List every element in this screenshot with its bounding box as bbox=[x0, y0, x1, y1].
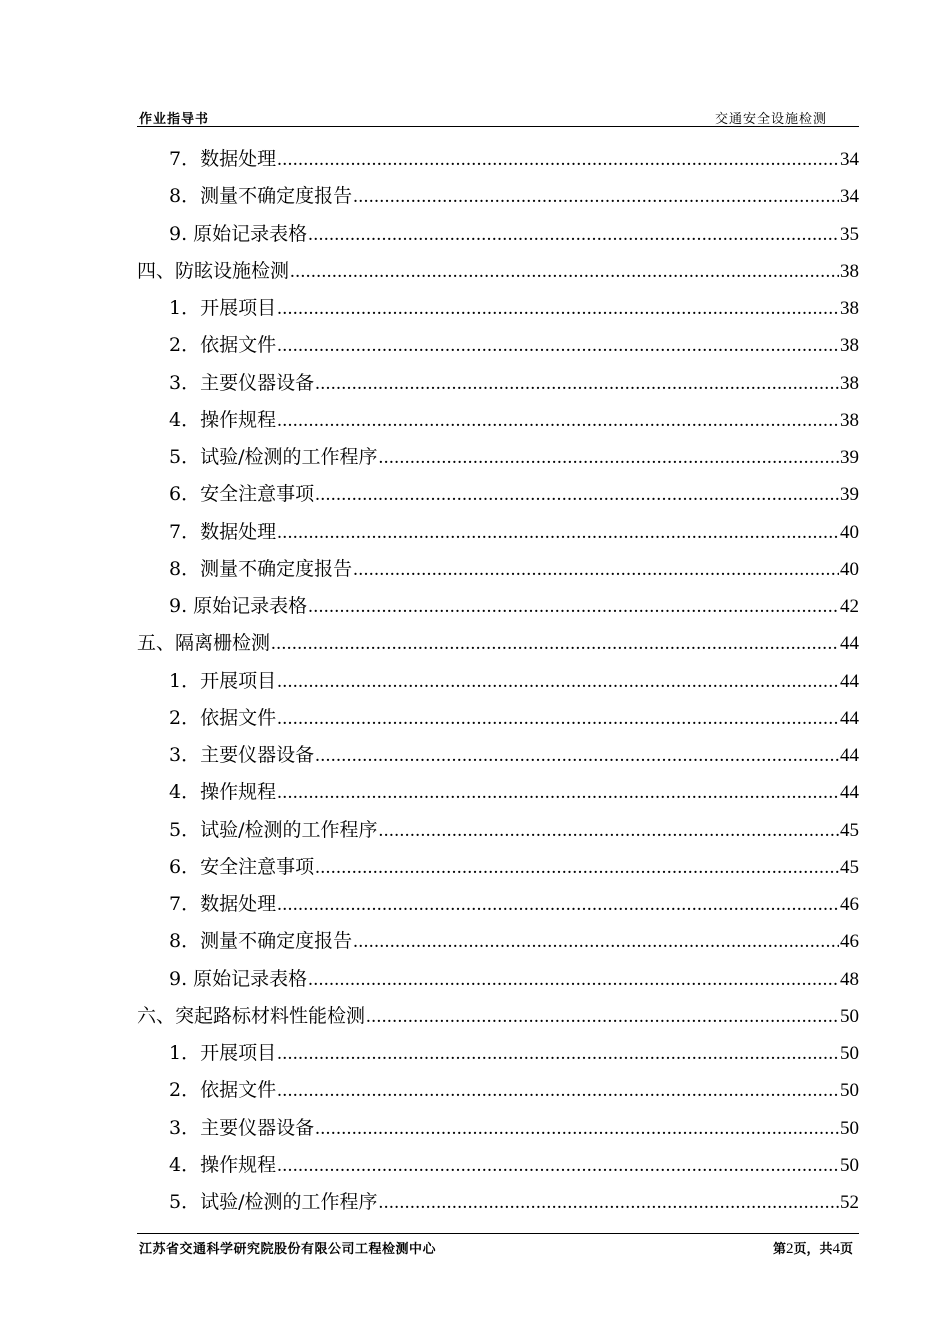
toc-entry-label: 9. 原始记录表格 bbox=[169, 967, 308, 990]
toc-entry-page-number: 45 bbox=[840, 856, 859, 878]
toc-entry-label: 六、突起路标材料性能检测 bbox=[137, 1004, 366, 1027]
toc-entry-page-number: 40 bbox=[840, 521, 859, 543]
toc-entry-label: 9. 原始记录表格 bbox=[169, 595, 308, 618]
toc-entry-page-number: 39 bbox=[840, 447, 859, 469]
header-doc-type: 作业指导书 bbox=[139, 112, 210, 127]
toc-subsection-entry[interactable] bbox=[137, 476, 859, 513]
toc-dot-leader bbox=[353, 923, 839, 960]
toc-dot-leader bbox=[379, 812, 840, 849]
toc-entry-label: 五、隔离栅检测 bbox=[137, 632, 271, 655]
toc-subsection-entry[interactable] bbox=[137, 514, 859, 551]
toc-subsection-entry[interactable] bbox=[137, 327, 859, 364]
toc-entry-page-number: 42 bbox=[840, 596, 859, 618]
toc-entry-label: 4．操作规程 bbox=[169, 408, 277, 431]
toc-subsection-entry[interactable] bbox=[137, 402, 859, 439]
toc-dot-leader bbox=[379, 1184, 840, 1221]
toc-entry-label: 6．安全注意事项 bbox=[169, 855, 315, 878]
toc-entry-page-number: 38 bbox=[840, 260, 859, 282]
toc-entry-page-number: 46 bbox=[840, 894, 859, 916]
toc-subsection-entry[interactable] bbox=[137, 1184, 859, 1221]
toc-section-entry[interactable] bbox=[137, 253, 859, 290]
toc-subsection-entry[interactable] bbox=[137, 961, 859, 998]
toc-entry-page-number: 39 bbox=[840, 484, 859, 506]
toc-subsection-entry[interactable] bbox=[137, 588, 859, 625]
footer-organization: 江苏省交通科学研究院股份有限公司工程检测中心 bbox=[139, 1242, 437, 1257]
toc-entry-page-number: 44 bbox=[840, 633, 859, 655]
toc-entry-label: 5．试验/检测的工作程序 bbox=[169, 1191, 378, 1214]
toc-entry-label: 2．依据文件 bbox=[169, 706, 277, 729]
toc-dot-leader bbox=[277, 514, 839, 551]
footer-page-indicator bbox=[773, 1238, 853, 1258]
toc-entry-label: 8．测量不确定度报告 bbox=[169, 185, 353, 208]
toc-subsection-entry[interactable] bbox=[137, 290, 859, 327]
toc-entry-label: 5．试验/检测的工作程序 bbox=[169, 446, 378, 469]
toc-entry-page-number: 50 bbox=[840, 1080, 859, 1102]
toc-subsection-entry[interactable] bbox=[137, 141, 859, 178]
toc-dot-leader bbox=[315, 849, 839, 886]
toc-dot-leader bbox=[315, 1110, 839, 1147]
toc-entry-label: 四、防眩设施检测 bbox=[137, 259, 290, 282]
toc-entry-page-number: 38 bbox=[840, 372, 859, 394]
toc-subsection-entry[interactable] bbox=[137, 663, 859, 700]
toc-entry-label: 3．主要仪器设备 bbox=[169, 744, 315, 767]
toc-entry-page-number: 50 bbox=[840, 1043, 859, 1065]
header-doc-title: 交通安全设施检测 bbox=[714, 112, 827, 127]
toc-subsection-entry[interactable] bbox=[137, 551, 859, 588]
footer-page-prefix: 第 bbox=[772, 1242, 786, 1257]
toc-dot-leader bbox=[308, 588, 839, 625]
toc-entry-label: 8．测量不确定度报告 bbox=[169, 930, 353, 953]
toc-subsection-entry[interactable] bbox=[137, 1110, 859, 1147]
toc-subsection-entry[interactable] bbox=[137, 774, 859, 811]
toc-subsection-entry[interactable] bbox=[137, 178, 859, 215]
toc-entry-label: 4．操作规程 bbox=[169, 1153, 277, 1176]
toc-dot-leader bbox=[366, 998, 839, 1035]
toc-entry-page-number: 40 bbox=[840, 558, 859, 580]
toc-subsection-entry[interactable] bbox=[137, 923, 859, 960]
toc-entry-label: 9. 原始记录表格 bbox=[169, 222, 308, 245]
toc-section-entry[interactable] bbox=[137, 998, 859, 1035]
toc-dot-leader bbox=[277, 141, 839, 178]
toc-dot-leader bbox=[277, 663, 839, 700]
toc-entry-label: 7．数据处理 bbox=[169, 148, 277, 171]
table-of-contents bbox=[137, 141, 859, 1221]
toc-dot-leader bbox=[277, 327, 839, 364]
toc-entry-page-number: 44 bbox=[840, 707, 859, 729]
toc-dot-leader bbox=[277, 402, 839, 439]
toc-subsection-entry[interactable] bbox=[137, 1035, 859, 1072]
footer-total-pages: 4 bbox=[832, 1241, 840, 1257]
toc-entry-page-number: 35 bbox=[840, 223, 859, 245]
toc-dot-leader bbox=[277, 886, 839, 923]
toc-dot-leader bbox=[277, 774, 839, 811]
toc-entry-label: 8．测量不确定度报告 bbox=[169, 557, 353, 580]
toc-dot-leader bbox=[277, 1035, 839, 1072]
toc-entry-label: 2．依据文件 bbox=[169, 1079, 277, 1102]
toc-entry-label: 1．开展项目 bbox=[169, 669, 277, 692]
toc-subsection-entry[interactable] bbox=[137, 737, 859, 774]
toc-entry-label: 6．安全注意事项 bbox=[169, 483, 315, 506]
toc-subsection-entry[interactable] bbox=[137, 886, 859, 923]
toc-dot-leader bbox=[277, 700, 839, 737]
toc-entry-label: 2．依据文件 bbox=[169, 334, 277, 357]
toc-entry-page-number: 50 bbox=[840, 1005, 859, 1027]
toc-entry-label: 7．数据处理 bbox=[169, 520, 277, 543]
toc-entry-page-number: 44 bbox=[840, 670, 859, 692]
toc-subsection-entry[interactable] bbox=[137, 812, 859, 849]
toc-entry-page-number: 38 bbox=[840, 409, 859, 431]
toc-entry-page-number: 52 bbox=[840, 1192, 859, 1214]
toc-dot-leader bbox=[290, 253, 839, 290]
toc-entry-page-number: 48 bbox=[840, 968, 859, 990]
toc-entry-page-number: 34 bbox=[840, 186, 859, 208]
page-footer bbox=[137, 1233, 859, 1256]
toc-dot-leader bbox=[308, 216, 839, 253]
toc-subsection-entry[interactable] bbox=[137, 849, 859, 886]
toc-entry-page-number: 44 bbox=[840, 782, 859, 804]
toc-dot-leader bbox=[308, 961, 839, 998]
toc-entry-label: 3．主要仪器设备 bbox=[169, 371, 315, 394]
toc-entry-label: 5．试验/检测的工作程序 bbox=[169, 818, 378, 841]
toc-subsection-entry[interactable] bbox=[137, 1147, 859, 1184]
toc-subsection-entry[interactable] bbox=[137, 439, 859, 476]
toc-entry-label: 3．主要仪器设备 bbox=[169, 1116, 315, 1139]
toc-entry-page-number: 34 bbox=[840, 149, 859, 171]
toc-entry-page-number: 50 bbox=[840, 1154, 859, 1176]
toc-dot-leader bbox=[315, 737, 839, 774]
toc-entry-page-number: 50 bbox=[840, 1117, 859, 1139]
toc-subsection-entry[interactable] bbox=[137, 365, 859, 402]
footer-page-mid: 页，共 bbox=[793, 1242, 833, 1257]
toc-dot-leader bbox=[271, 625, 839, 662]
toc-entry-label: 1．开展项目 bbox=[169, 1042, 277, 1065]
toc-subsection-entry[interactable] bbox=[137, 1072, 859, 1109]
toc-section-entry[interactable] bbox=[137, 625, 859, 662]
toc-entry-page-number: 44 bbox=[840, 745, 859, 767]
page-header bbox=[137, 108, 859, 127]
toc-entry-page-number: 45 bbox=[840, 819, 859, 841]
toc-entry-page-number: 38 bbox=[840, 298, 859, 320]
toc-dot-leader bbox=[353, 551, 839, 588]
toc-dot-leader bbox=[315, 476, 839, 513]
toc-entry-page-number: 38 bbox=[840, 335, 859, 357]
toc-subsection-entry[interactable] bbox=[137, 216, 859, 253]
toc-dot-leader bbox=[277, 1147, 839, 1184]
toc-dot-leader bbox=[379, 439, 840, 476]
footer-page-suffix: 页 bbox=[839, 1242, 853, 1257]
toc-entry-page-number: 46 bbox=[840, 931, 859, 953]
toc-entry-label: 4．操作规程 bbox=[169, 781, 277, 804]
toc-dot-leader bbox=[353, 178, 839, 215]
toc-dot-leader bbox=[277, 290, 839, 327]
toc-entry-label: 1．开展项目 bbox=[169, 297, 277, 320]
toc-entry-label: 7．数据处理 bbox=[169, 893, 277, 916]
toc-dot-leader bbox=[315, 365, 839, 402]
footer-current-page: 2 bbox=[785, 1241, 794, 1257]
toc-subsection-entry[interactable] bbox=[137, 700, 859, 737]
toc-dot-leader bbox=[277, 1072, 839, 1109]
